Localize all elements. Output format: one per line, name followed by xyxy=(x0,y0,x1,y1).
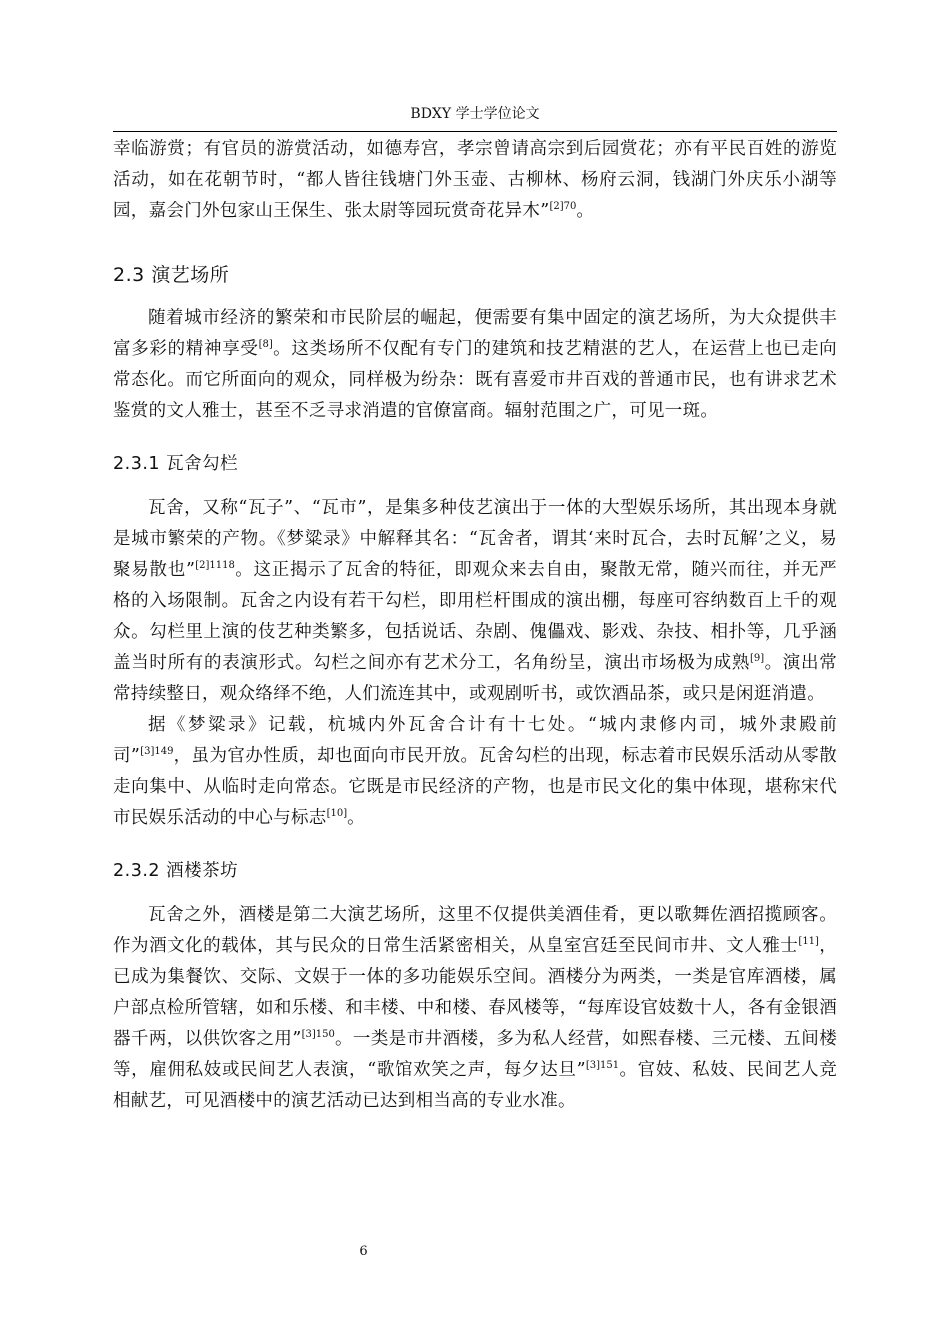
text-run: 据《梦粱录》记载，杭城内外瓦舍合计有十七处。“城内隶修内司，城外隶殿前司” xyxy=(113,715,837,766)
section-heading-2-3-1: 2.3.1 瓦舍勾栏 xyxy=(113,454,239,474)
citation: [3]151 xyxy=(585,1060,620,1071)
text-run: 。官妓、私妓、民间艺人竞相献艺，可见酒楼中的演艺活动已达到相当高的专业水准。 xyxy=(113,1060,837,1111)
section-heading-2-3: 2.3 演艺场所 xyxy=(113,264,230,286)
section-heading-2-3-2: 2.3.2 酒楼茶坊 xyxy=(113,861,239,881)
text-run: 随着城市经济的繁荣和市民阶层的崛起，便需要有集中固定的演艺场所，为大众提供丰富多彩的精神享受 xyxy=(113,308,837,359)
text-run: 。 xyxy=(347,808,365,828)
citation: [8] xyxy=(258,339,273,350)
paragraph-2-3 xyxy=(113,303,837,427)
text-run: 幸临游赏；有官员的游赏活动，如德寿宫，孝宗曾请高宗到后园赏花；亦有平民百姓的游览活动，如在花朝节时，“都人皆往钱塘门外玉壶、古柳林、杨府云洞，钱湖门外庆乐小湖等园，嘉会门外包家山王保生、张太尉等园玩赏奇花异木” xyxy=(113,139,837,221)
text-run: ，已成为集餐饮、交际、文娱于一体的多功能娱乐空间。酒楼分为两类，一类是官库酒楼，属户部点检所管辖，如和乐楼、和丰楼、中和楼、春风楼等，“每库设官妓数十人，各有金银酒器千两，以供饮客之用” xyxy=(113,936,837,1049)
text-run: 。 xyxy=(576,201,595,221)
text-run: ，虽为官办性质，却也面向市民开放。瓦舍勾栏的出现，标志着市民娱乐活动从零散走向集中、从临时走向常态。它既是市民经济的产物，也是市民文化的集中体现，堪称宋代市民娱乐活动的中心与标志 xyxy=(113,746,837,828)
text-run: 。这正揭示了瓦舍的特征，即观众来去自由，聚散无常，随兴而往，并无严格的入场限制。瓦舍之内设有若干勾栏，即用栏杆围成的演出棚，每座可容纳数百上千的观众。勾栏里上演的伎艺种类繁多，包括说话、杂剧、傀儡戏、影戏、杂技、相扑等，几乎涵盖当时所有的表演形式。勾栏之间亦有艺术分工，名角纷呈，演出市场极为成熟 xyxy=(113,560,837,673)
paragraph-2-3-1-b xyxy=(113,710,837,834)
text-run: 。一类是市井酒楼，多为私人经营，如熙春楼、三元楼、五间楼等，雇佣私妓或民间艺人表演，“歌馆欢笑之声，每夕达旦” xyxy=(113,1029,837,1080)
citation: [10] xyxy=(326,808,348,819)
page-number: 6 xyxy=(359,1244,368,1259)
citation: [2]70 xyxy=(549,201,577,212)
running-header xyxy=(113,101,837,132)
paragraph-2-3-1-a xyxy=(113,493,837,710)
citation: [3]150 xyxy=(301,1029,335,1040)
intro-paragraph xyxy=(113,134,837,227)
citation: [11] xyxy=(798,936,819,947)
text-run: 。演出常常持续整日，观众络绎不绝，人们流连其中，或观剧听书，或饮酒品茶，或只是闲逛消遣。 xyxy=(113,653,838,704)
citation: [3]149 xyxy=(140,746,174,757)
citation: [2]1118 xyxy=(195,560,235,571)
paragraph-2-3-2 xyxy=(113,900,837,1117)
text-run: 瓦舍之外，酒楼是第二大演艺场所，这里不仅提供美酒佳肴，更以歌舞佐酒招揽顾客。作为酒文化的载体，其与民众的日常生活紧密相关，从皇室宫廷至民间市井、文人雅士 xyxy=(113,905,837,956)
page-body xyxy=(113,134,837,1117)
citation: [9] xyxy=(750,653,765,664)
running-header-title: BDXY 学士学位论文 xyxy=(410,106,540,122)
text-run: 。这类场所不仅配有专门的建筑和技艺精湛的艺人，在运营上也已走向常态化。而它所面向的观众，同样极为纷杂：既有喜爱市井百戏的普通市民，也有讲求艺术鉴赏的文人雅士，甚至不乏寻求消遣的官僚富商。辐射范围之广，可见一斑。 xyxy=(113,339,837,421)
text-run: 瓦舍，又称“瓦子”、“瓦市”，是集多种伎艺演出于一体的大型娱乐场所，其出现本身就是城市繁荣的产物。《梦粱录》中解释其名：“瓦舍者，谓其‘来时瓦合，去时瓦解’之义，易聚易散也” xyxy=(113,498,837,580)
